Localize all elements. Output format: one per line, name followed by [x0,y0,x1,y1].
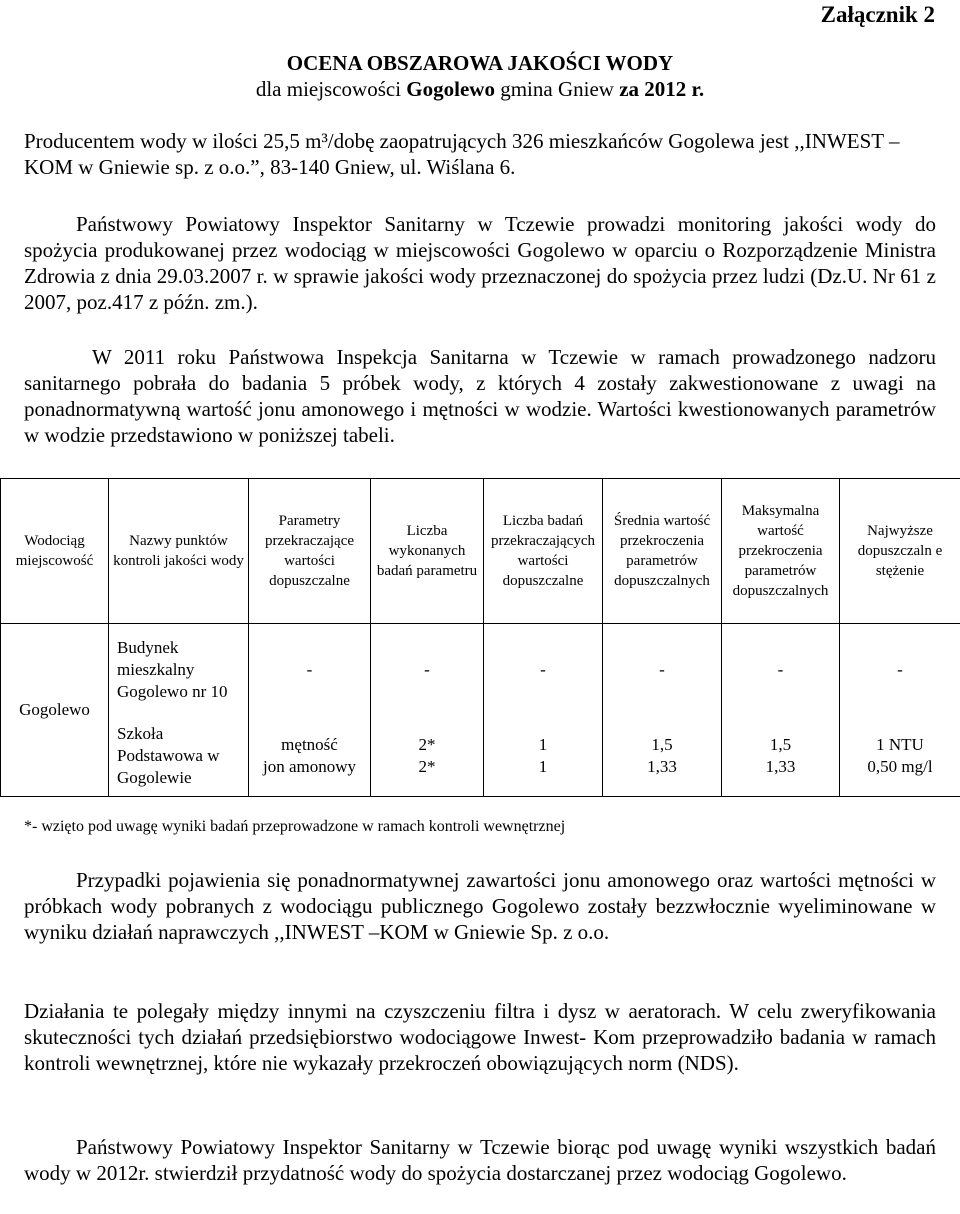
title-line-2 [0,76,960,102]
table-row [1,624,960,717]
city-cell: Gogolewo [1,624,109,797]
header-cell: Liczba wykonanych badań parametru [371,479,484,624]
table-footnote: *- wzięto pod uwagę wyniki badań przeprowadzone w ramach kontroli wewnętrznej [24,818,566,835]
document-title [0,50,960,102]
remediation-paragraph: Przypadki pojawienia się ponadnormatywnej zawartości jonu amonowego oraz wartości mętności w próbkach wody pobranych z wodociągu publicznego Gogolewo zostały bezzwłocznie wyeliminowane w wyniku działań naprawczych ,,INWEST –KOM w Gniewie Sp. z o.o. [24,868,936,944]
header-cell: Wodociąg miejscowość [1,479,109,624]
header-cell: Liczba badań przekraczających wartości dopuszczalne [484,479,603,624]
header-cell: Najwyższe dopuszczaln e stężenie [840,479,960,624]
table-cell: 1,5 1,33 [722,716,840,797]
title-locality: Gogolewo [406,77,495,101]
inspection-paragraph: W 2011 roku Państwowa Inspekcja Sanitarna w Tczewie w ramach prowadzonego nadzoru sanitarnego pobrała do badania 5 próbek wody, z których 4 zostały zakwestionowane z uwagi na ponadnormatywną wartość jonu amonowego i mętności w wodzie. Wartości kwestionowanych parametrów w wodzie przedstawiono w poniższej tabeli. [24,345,936,447]
header-cell: Parametry przekraczające wartości dopuszczalne [249,479,371,624]
attachment-label: Załącznik 2 [820,2,935,27]
control-point-cell: Budynek mieszkalny Gogolewo nr 10 [109,624,249,717]
table-cell: - [484,624,603,717]
table-row [1,716,960,797]
table-cell: 1 1 [484,716,603,797]
actions-paragraph: Działania te polegały między innymi na czyszczeniu filtra i dysz w aeratorach. W celu zweryfikowania skuteczności tych działań przedsiębiorstwo wodociągowe Inwest- Kom przeprowadziło badania w ramach kontroli wewnętrznej, które nie wykazały przekroczeń obowiązujących norm (NDS). [24,999,936,1075]
table-cell: - [371,624,484,717]
table-cell: 1 NTU 0,50 mg/l [840,716,960,797]
table-cell: 2* 2* [371,716,484,797]
table-header-row [1,479,960,624]
header-cell: Nazwy punktów kontroli jakości wody [109,479,249,624]
title-line-1: OCENA OBSZAROWA JAKOŚCI WODY [286,51,674,75]
table-cell: mętność jon amonowy [249,716,371,797]
table-cell: 1,5 1,33 [603,716,722,797]
conclusion-paragraph: Państwowy Powiatowy Inspektor Sanitarny w Tczewie biorąc pod uwagę wyniki wszystkich badań wody w 2012r. stwierdził przydatność wody do spożycia dostarczanej przez wodociąg Gogolewo. [24,1135,936,1185]
table-cell: - [840,624,960,717]
table-cell: - [603,624,722,717]
header-cell: Maksymalna wartość przekroczenia parametrów dopuszczalnych [722,479,840,624]
title-prefix: dla miejscowości [255,77,407,101]
table-cell: - [249,624,371,717]
water-quality-table [0,478,960,797]
title-year: za 2012 r. [619,77,705,101]
table-cell: - [722,624,840,717]
header-cell: Średnia wartość przekroczenia parametrów dopuszczalnych [603,479,722,624]
producer-paragraph: Producentem wody w ilości 25,5 m³/dobę zaopatrujących 326 mieszkańców Gogolewa jest ,,INWEST –KOM w Gniewie sp. z o.o.”, 83-140 Gniew, ul. Wiślana 6. [24,129,900,179]
monitoring-paragraph: Państwowy Powiatowy Inspektor Sanitarny w Tczewie prowadzi monitoring jakości wody do spożycia produkowanej przez wodociąg w miejscowości Gogolewo w oparciu o Rozporządzenie Ministra Zdrowia z dnia 29.03.2007 r. w sprawie jakości wody przeznaczonej do spożycia przez ludzi (Dz.U. Nr 61 z 2007, poz.417 z późn. zm.). [24,212,936,314]
title-municipality: gmina Gniew [494,77,620,101]
control-point-cell: Szkoła Podstawowa w Gogolewie [109,716,249,797]
